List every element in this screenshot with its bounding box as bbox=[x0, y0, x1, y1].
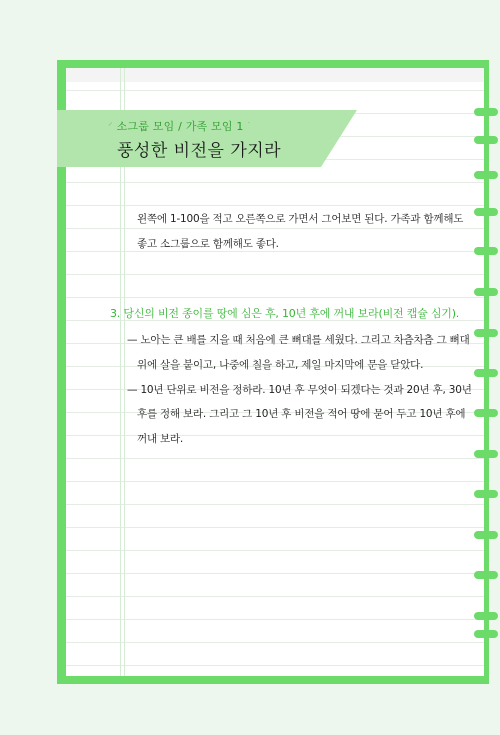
intro-line-2: 좋고 소그룹으로 함께해도 좋다. bbox=[137, 238, 279, 250]
binder-tab bbox=[474, 409, 498, 417]
paper-top-band bbox=[66, 68, 484, 82]
binder-tab bbox=[474, 329, 498, 337]
binder-tab bbox=[474, 612, 498, 620]
section-heading: 3. 당신의 비전 종이를 땅에 심은 후, 10년 후에 꺼내 보라(비전 캡슐 심기). bbox=[110, 307, 460, 320]
binder-tab bbox=[474, 531, 498, 539]
binder-tab bbox=[474, 630, 498, 638]
binder-tab bbox=[474, 136, 498, 144]
binder-tab bbox=[474, 247, 498, 255]
binder-tab bbox=[474, 208, 498, 216]
body-line-5: 꺼내 보라. bbox=[137, 433, 184, 445]
binder-tab bbox=[474, 171, 498, 179]
body-line-3: — 10년 단위로 비전을 정하라. 10년 후 무엇이 되겠다는 것과 20년 후, 30년 bbox=[127, 384, 472, 396]
binder-tab bbox=[474, 571, 498, 579]
binder-tab bbox=[474, 108, 498, 116]
breadcrumb bbox=[108, 118, 250, 134]
body-line-1: — 노아는 큰 배를 지을 때 처음에 큰 뼈대를 세웠다. 그리고 차츰차츰 그 뼈대 bbox=[127, 334, 470, 346]
binder-tab bbox=[474, 450, 498, 458]
binder-tab bbox=[474, 288, 498, 296]
body-line-4: 후를 정해 보라. 그리고 그 10년 후 비전을 적어 땅에 묻어 두고 10년 후에 bbox=[137, 408, 466, 420]
page-title: 풍성한 비전을 가지라 bbox=[117, 141, 282, 161]
body-line-2: 위에 살을 붙이고, 나중에 칠을 하고, 제일 마지막에 문을 닫았다. bbox=[137, 359, 424, 371]
breadcrumb-text: 소그룹 모임 / 가족 모임 1 bbox=[116, 120, 244, 133]
binder-tab bbox=[474, 490, 498, 498]
binder-tab bbox=[474, 369, 498, 377]
bracket-right: ᐝ bbox=[247, 120, 251, 133]
intro-line-1: 왼쪽에 1-100을 적고 오른쪽으로 가면서 그어보면 된다. 가족과 함께해도 bbox=[137, 213, 464, 225]
bracket-left: ᐟ bbox=[108, 120, 113, 133]
